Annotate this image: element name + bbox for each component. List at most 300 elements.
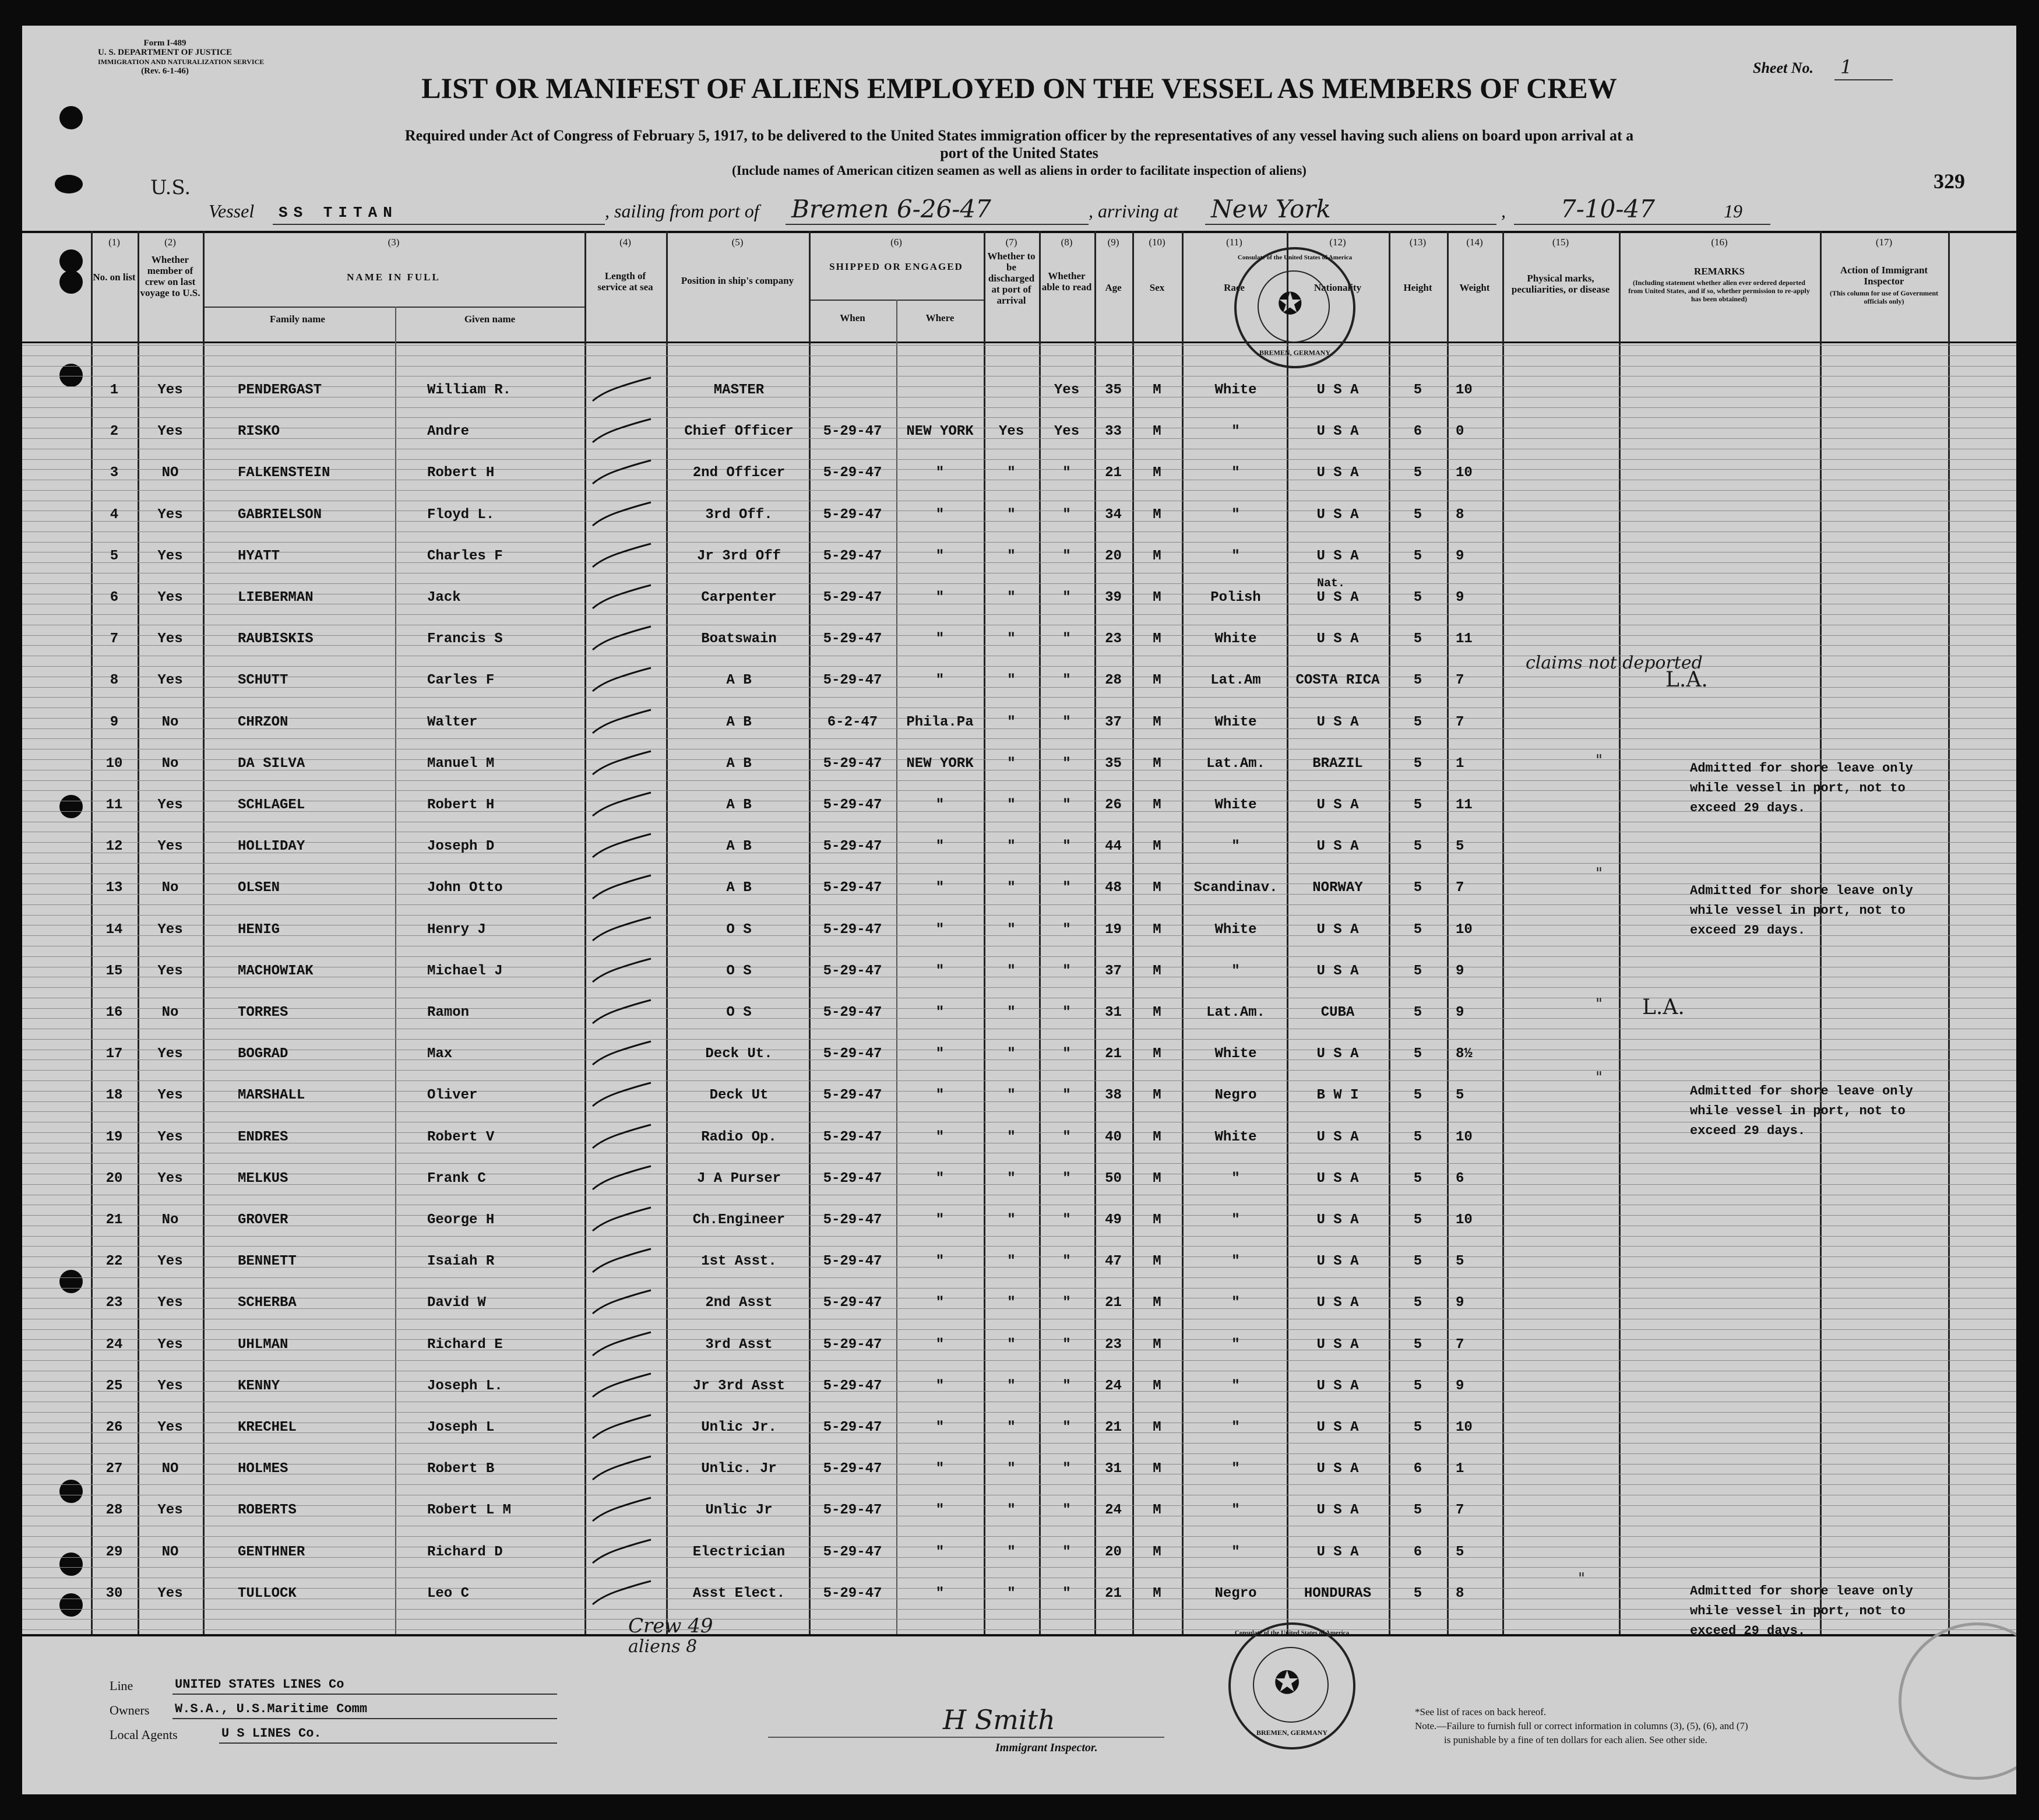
cell-disc: "	[1007, 880, 1016, 896]
cell-disc: "	[1007, 1502, 1016, 1518]
col-header-nationality: Nationality	[1313, 282, 1362, 293]
cell-pos: Carpenter	[701, 590, 777, 606]
cell-read: "	[1062, 880, 1071, 896]
cell-ht: 5	[1413, 1005, 1422, 1020]
cell-pos: 3rd Off.	[705, 507, 773, 523]
cell-age: 49	[1105, 1212, 1122, 1228]
cell-sex: M	[1153, 424, 1161, 439]
cell-age: 26	[1105, 797, 1122, 813]
cell-race: White	[1214, 382, 1257, 398]
cell-nat: COSTA RICA	[1295, 673, 1380, 688]
remark-line: Admitted for shore leave only	[1690, 1084, 1913, 1099]
cell-no: 25	[105, 1378, 123, 1394]
cell-age: 33	[1105, 424, 1122, 439]
cell-wt: 0	[1456, 424, 1464, 439]
cell-ht: 5	[1413, 1502, 1422, 1518]
cell-pos: A B	[726, 797, 752, 813]
cell-pos: MASTER	[713, 382, 765, 398]
cell-race: "	[1231, 1420, 1240, 1435]
cell-wt: 9	[1456, 1378, 1464, 1394]
cell-given: Carles F	[427, 673, 495, 688]
cell-pos: Deck Ut.	[705, 1046, 773, 1062]
cell-ht: 5	[1413, 1295, 1422, 1311]
cell-family: TULLOCK	[238, 1586, 297, 1601]
cell-nat: U S A	[1316, 507, 1359, 523]
cell-last: Yes	[157, 797, 183, 813]
cell-sex: M	[1153, 1171, 1161, 1187]
cell-when: 5-29-47	[823, 756, 882, 772]
cell-read: "	[1062, 1046, 1071, 1062]
cell-age: 35	[1105, 382, 1122, 398]
cell-where: "	[935, 1254, 945, 1269]
cell-when: 5-29-47	[823, 1129, 882, 1145]
cell-wt: 6	[1456, 1171, 1464, 1187]
cell-sex: M	[1153, 507, 1161, 523]
cell-race: Polish	[1210, 590, 1261, 606]
cell-pos: Unlic Jr.	[701, 1420, 777, 1435]
cell-last: Yes	[157, 1295, 183, 1311]
cell-given: Jack	[427, 590, 461, 606]
col-header-race: Race	[1224, 282, 1245, 293]
cell-pos: O S	[726, 922, 752, 938]
cell-when: 5-29-47	[823, 1544, 882, 1560]
cell-nat-note: Nat.	[1317, 577, 1346, 590]
cell-last: Yes	[157, 1586, 183, 1601]
cell-where: "	[935, 1129, 945, 1145]
cell-disc: "	[1007, 1171, 1016, 1187]
cell-age: 37	[1105, 714, 1122, 730]
cell-read: "	[1062, 714, 1071, 730]
cell-pos: 2nd Officer	[692, 465, 786, 481]
cell-last: Yes	[157, 424, 183, 439]
cell-when: 5-29-47	[823, 1420, 882, 1435]
cell-nat: U S A	[1316, 1295, 1359, 1311]
cell-given: John Otto	[427, 880, 503, 896]
col-header-height: Height	[1403, 282, 1432, 293]
cell-where: "	[935, 1295, 945, 1311]
cell-no: 27	[105, 1461, 123, 1477]
inspector-label: Immigrant Inspector.	[995, 1741, 1098, 1754]
cell-sex: M	[1153, 839, 1161, 854]
cell-given: Floyd L.	[427, 507, 495, 523]
cell-wt: 10	[1456, 1129, 1473, 1145]
cell-nat: NORWAY	[1312, 880, 1363, 896]
cell-pos: Electrician	[692, 1544, 786, 1560]
cell-ht: 5	[1413, 756, 1422, 772]
cell-nat: U S A	[1316, 548, 1359, 564]
cell-ht: 5	[1413, 714, 1422, 730]
cell-last: Yes	[157, 1087, 183, 1103]
cell-race: Negro	[1214, 1586, 1257, 1601]
cell-disc: "	[1007, 1295, 1016, 1311]
punch-hole	[59, 1270, 83, 1293]
cell-where: "	[935, 590, 945, 606]
cell-disc: "	[1007, 673, 1016, 688]
cell-nat: U S A	[1316, 1461, 1359, 1477]
cell-last: Yes	[157, 631, 183, 647]
cell-last: No	[161, 1005, 179, 1020]
cell-when: 5-29-47	[823, 590, 882, 606]
cell-sex: M	[1153, 1337, 1161, 1353]
form-subtitle-note: (Include names of American citizen seamen as well as aliens in order to facilitate inspection of aliens)	[732, 163, 1306, 178]
cell-no: 7	[110, 631, 119, 647]
cell-family: BENNETT	[238, 1254, 297, 1269]
cell-age: 21	[1105, 1586, 1122, 1601]
cell-family: OLSEN	[238, 880, 280, 896]
remark-line: Admitted for shore leave only	[1690, 1584, 1913, 1599]
penalty-note: Note.—Failure to furnish full or correct information in columns (3), (5), (6), and (7)	[1415, 1720, 1748, 1731]
cell-age: 37	[1105, 963, 1122, 979]
cell-when: 5-29-47	[823, 631, 882, 647]
cell-ht: 5	[1413, 1087, 1422, 1103]
cell-where: "	[935, 1378, 945, 1394]
cell-given: Leo C	[427, 1586, 470, 1601]
remark-line: exceed 29 days.	[1690, 1124, 1806, 1138]
remark-line: while vessel in port, not to	[1690, 1604, 1906, 1618]
cell-where: "	[935, 1586, 945, 1601]
cell-wt: 5	[1456, 839, 1464, 854]
cell-where: "	[935, 548, 945, 564]
cell-where: "	[935, 839, 945, 854]
cell-race: White	[1214, 714, 1257, 730]
handwritten-note: claims not deported	[1526, 653, 1703, 673]
ditto-mark: "	[1578, 1570, 1585, 1587]
cell-ht: 5	[1413, 839, 1422, 854]
cell-wt: 9	[1456, 1005, 1464, 1020]
col-header-no: No. on list	[93, 272, 136, 283]
col-header-weight: Weight	[1459, 282, 1490, 293]
cell-when: 5-29-47	[823, 1378, 882, 1394]
cell-nat: U S A	[1316, 963, 1359, 979]
cell-no: 24	[105, 1337, 123, 1353]
cell-ht: 6	[1413, 1544, 1422, 1560]
ditto-mark: "	[1596, 1069, 1603, 1086]
cell-pos: J A Purser	[696, 1171, 781, 1187]
cell-pos: 1st Asst.	[701, 1254, 777, 1269]
cell-given: Frank C	[427, 1171, 486, 1187]
cell-read: "	[1062, 1129, 1071, 1145]
cell-age: 21	[1105, 1420, 1122, 1435]
cell-family: UHLMAN	[238, 1337, 288, 1353]
cell-pos: O S	[726, 963, 752, 979]
inspector-signature: H Smith	[943, 1704, 1055, 1735]
cell-no: 9	[110, 714, 119, 730]
remark-line: exceed 29 days.	[1690, 801, 1806, 815]
cell-age: 20	[1105, 1544, 1122, 1560]
cell-where: "	[935, 1212, 945, 1228]
cell-disc: "	[1007, 465, 1016, 481]
cell-given: Max	[427, 1046, 453, 1062]
cell-no: 15	[105, 963, 123, 979]
cell-ht: 5	[1413, 1212, 1422, 1228]
cell-family: SCHLAGEL	[238, 797, 305, 813]
cell-given: Charles F	[427, 548, 503, 564]
cell-last: Yes	[157, 922, 183, 938]
cell-given: Francis S	[427, 631, 503, 647]
cell-read: "	[1062, 507, 1071, 523]
cell-nat: U S A	[1316, 1046, 1359, 1062]
cell-pos: Jr 3rd Asst	[692, 1378, 786, 1394]
cell-race: "	[1231, 1254, 1240, 1269]
cell-race: "	[1231, 1295, 1240, 1311]
cell-race: White	[1214, 631, 1257, 647]
cell-pos: A B	[726, 839, 752, 854]
cell-disc: "	[1007, 1087, 1016, 1103]
handwritten-note: L.A.	[1642, 995, 1685, 1019]
cell-read: "	[1062, 1461, 1071, 1477]
cell-sex: M	[1153, 1046, 1161, 1062]
form-subtitle: Required under Act of Congress of February 5, 1917, to be delivered to the United States immigration officer by the representatives of any vessel having such aliens on board upon arrival at a	[404, 127, 1634, 144]
col-header-given: Given name	[464, 314, 516, 325]
cell-sex: M	[1153, 1502, 1161, 1518]
cell-age: 23	[1105, 631, 1122, 647]
owners-label: Owners	[110, 1703, 150, 1717]
cell-given: Richard E	[427, 1337, 503, 1353]
cell-sex: M	[1153, 1295, 1161, 1311]
cell-age: 44	[1105, 839, 1122, 854]
cell-read: "	[1062, 756, 1071, 772]
eagle-icon: ✪	[1274, 1666, 1301, 1701]
remark-line: while vessel in port, not to	[1690, 781, 1906, 795]
cell-pos: Chief Officer	[684, 424, 794, 439]
cell-read: "	[1062, 922, 1071, 938]
agents-value: U S LINES Co.	[221, 1726, 322, 1741]
cell-sex: M	[1153, 1087, 1161, 1103]
cell-race: Lat.Am	[1210, 673, 1261, 688]
punch-hole	[59, 364, 83, 387]
col-header-action-note: (This column for use of Government officials only)	[1829, 289, 1939, 305]
cell-ht: 5	[1413, 880, 1422, 896]
cell-disc: "	[1007, 1254, 1016, 1269]
cell-no: 5	[110, 548, 119, 564]
cell-disc: "	[1007, 1586, 1016, 1601]
cell-sex: M	[1153, 465, 1161, 481]
cell-read: "	[1062, 631, 1071, 647]
cell-race: White	[1214, 1046, 1257, 1062]
cell-wt: 7	[1456, 673, 1464, 688]
cell-when: 5-29-47	[823, 1337, 882, 1353]
col-header-when: When	[840, 312, 865, 323]
tick-mark	[590, 1039, 654, 1068]
cell-nat: U S A	[1316, 1502, 1359, 1518]
cell-nat: U S A	[1316, 922, 1359, 938]
cell-ht: 5	[1413, 797, 1422, 813]
cell-ht: 6	[1413, 1461, 1422, 1477]
cell-last: Yes	[157, 507, 183, 523]
cell-given: Ramon	[427, 1005, 470, 1020]
cell-nat: U S A	[1316, 1420, 1359, 1435]
cell-wt: 1	[1456, 756, 1464, 772]
cell-family: FALKENSTEIN	[238, 465, 330, 481]
aliens-count-note: aliens 8	[628, 1636, 698, 1657]
penalty-note: is punishable by a fine of ten dollars for each alien. See other side.	[1444, 1734, 1707, 1745]
cell-where: NEW YORK	[906, 756, 974, 772]
cell-family: HOLMES	[238, 1461, 288, 1477]
cell-ht: 5	[1413, 1337, 1422, 1353]
vessel-label: Vessel	[209, 200, 255, 221]
cell-read: "	[1062, 465, 1071, 481]
tick-mark	[590, 1454, 654, 1483]
cell-age: 31	[1105, 1005, 1122, 1020]
cell-disc: "	[1007, 797, 1016, 813]
cell-where: "	[935, 465, 945, 481]
cell-family: ROBERTS	[238, 1502, 297, 1518]
cell-last: NO	[161, 1544, 179, 1560]
arriving-label: , arriving at	[1089, 200, 1178, 221]
cell-race: "	[1231, 1212, 1240, 1228]
cell-last: No	[161, 756, 179, 772]
cell-sex: M	[1153, 1129, 1161, 1145]
tick-mark	[590, 749, 654, 778]
tick-mark	[590, 1122, 654, 1152]
cell-given: Richard D	[427, 1544, 503, 1560]
col-header-remarks-note: (Including statement whether alien ever ordered deported from United States, and if so, whether permission to re-apply has been obtained)	[1628, 279, 1810, 303]
cell-ht: 5	[1413, 673, 1422, 688]
cell-no: 20	[105, 1171, 123, 1187]
cell-sex: M	[1153, 880, 1161, 896]
cell-disc: "	[1007, 1129, 1016, 1145]
cell-age: 23	[1105, 1337, 1122, 1353]
cell-family: SCHUTT	[238, 673, 288, 688]
punch-hole	[59, 1593, 83, 1617]
cell-family: BOGRAD	[238, 1046, 288, 1062]
remark-line: while vessel in port, not to	[1690, 903, 1906, 918]
cell-given: David W	[427, 1295, 486, 1311]
cell-nat: U S A	[1316, 1212, 1359, 1228]
line-label: Line	[110, 1678, 133, 1693]
cell-read: "	[1062, 1171, 1071, 1187]
punch-hole	[59, 106, 83, 129]
cell-read: "	[1062, 1254, 1071, 1269]
cell-read: "	[1062, 673, 1071, 688]
cell-pos: A B	[726, 673, 752, 688]
sailing-port: Bremen 6-26-47	[791, 195, 991, 223]
cell-read: Yes	[1054, 382, 1080, 398]
cell-pos: Radio Op.	[701, 1129, 777, 1145]
cell-family: HYATT	[238, 548, 280, 564]
cell-given: Joseph D	[427, 839, 495, 854]
cell-sex: M	[1153, 756, 1161, 772]
cell-pos: 2nd Asst	[705, 1295, 773, 1311]
cell-sex: M	[1153, 714, 1161, 730]
col-header-age: Age	[1105, 282, 1122, 293]
cell-race: "	[1231, 465, 1240, 481]
remark-line: exceed 29 days.	[1690, 923, 1806, 938]
cell-read: "	[1062, 1295, 1071, 1311]
cell-ht: 5	[1413, 631, 1422, 647]
cell-age: 20	[1105, 548, 1122, 564]
cell-when: 5-29-47	[823, 1461, 882, 1477]
cell-where: "	[935, 922, 945, 938]
cell-family: SCHERBA	[238, 1295, 297, 1311]
cell-ht: 5	[1413, 1586, 1422, 1601]
cell-where: "	[935, 1544, 945, 1560]
form-id: Form I-489 U. S. DEPARTMENT OF JUSTICE IMMIGRATION AND NATURALIZATION SERVICE (Rev. 6-1-46)	[98, 38, 265, 76]
tick-mark	[590, 458, 654, 487]
cell-family: MACHOWIAK	[238, 963, 314, 979]
cell-wt: 5	[1456, 1254, 1464, 1269]
cell-no: 8	[110, 673, 119, 688]
cell-wt: 5	[1456, 1087, 1464, 1103]
cell-last: Yes	[157, 1502, 183, 1518]
cell-read: "	[1062, 1337, 1071, 1353]
cell-sex: M	[1153, 1254, 1161, 1269]
tick-mark	[590, 915, 654, 944]
tick-mark	[590, 873, 654, 902]
cell-race: White	[1214, 1129, 1257, 1145]
cell-given: Manuel M	[427, 756, 495, 772]
cell-where: "	[935, 1420, 945, 1435]
cell-last: Yes	[157, 1378, 183, 1394]
cell-race: "	[1231, 1502, 1240, 1518]
cell-family: KRECHEL	[238, 1420, 297, 1435]
cell-no: 29	[105, 1544, 123, 1560]
cell-pos: Boatswain	[701, 631, 777, 647]
punch-hole	[59, 1553, 83, 1576]
cell-family: KENNY	[238, 1378, 280, 1394]
cell-wt: 10	[1456, 382, 1473, 398]
cell-ht: 5	[1413, 548, 1422, 564]
cell-given: Joseph L.	[427, 1378, 503, 1394]
cell-no: 22	[105, 1254, 123, 1269]
cell-race: "	[1231, 548, 1240, 564]
cell-wt: 10	[1456, 1420, 1473, 1435]
cell-family: ENDRES	[238, 1129, 288, 1145]
cell-race: Lat.Am.	[1206, 1005, 1265, 1020]
cell-no: 12	[105, 839, 123, 854]
cell-family: LIEBERMAN	[238, 590, 314, 606]
cell-where: "	[935, 1171, 945, 1187]
cell-given: Andre	[427, 424, 470, 439]
ditto-mark: "	[1596, 865, 1603, 882]
cell-when: 5-29-47	[823, 1502, 882, 1518]
cell-read: "	[1062, 1378, 1071, 1394]
punch-hole	[59, 1480, 83, 1503]
tick-mark	[590, 956, 654, 985]
cell-family: RISKO	[238, 424, 280, 439]
cell-age: 39	[1105, 590, 1122, 606]
cell-when: 5-29-47	[823, 507, 882, 523]
cell-disc: "	[1007, 756, 1016, 772]
cell-wt: 1	[1456, 1461, 1464, 1477]
cell-no: 6	[110, 590, 119, 606]
tick-mark	[590, 500, 654, 529]
cell-when: 5-29-47	[823, 1586, 882, 1601]
cell-pos: Asst Elect.	[692, 1586, 786, 1601]
cell-given: Robert L M	[427, 1502, 512, 1518]
cell-last: Yes	[157, 548, 183, 564]
tick-mark	[590, 1205, 654, 1234]
cell-pos: 3rd Asst	[705, 1337, 773, 1353]
cell-pos: O S	[726, 1005, 752, 1020]
cell-ht: 5	[1413, 922, 1422, 938]
cell-race: White	[1214, 922, 1257, 938]
cell-given: Joseph L	[427, 1420, 495, 1435]
cell-last: Yes	[157, 1337, 183, 1353]
tick-mark	[590, 1164, 654, 1193]
cell-pos: Unlic. Jr	[701, 1461, 777, 1477]
cell-age: 31	[1105, 1461, 1122, 1477]
cell-family: DA SILVA	[238, 756, 305, 772]
col-header-remarks: REMARKS	[1694, 266, 1745, 277]
cell-sex: M	[1153, 1420, 1161, 1435]
consulate-seal-bottom: Consulate of the United States of America BREMEN, GERMANY ✪	[1228, 1622, 1355, 1749]
cell-nat: HONDURAS	[1304, 1586, 1372, 1601]
handwritten-note: L.A.	[1665, 668, 1708, 692]
cell-given: William R.	[427, 382, 512, 398]
sailing-label: , sailing from port of	[605, 200, 759, 221]
cell-when: 5-29-47	[823, 1087, 882, 1103]
